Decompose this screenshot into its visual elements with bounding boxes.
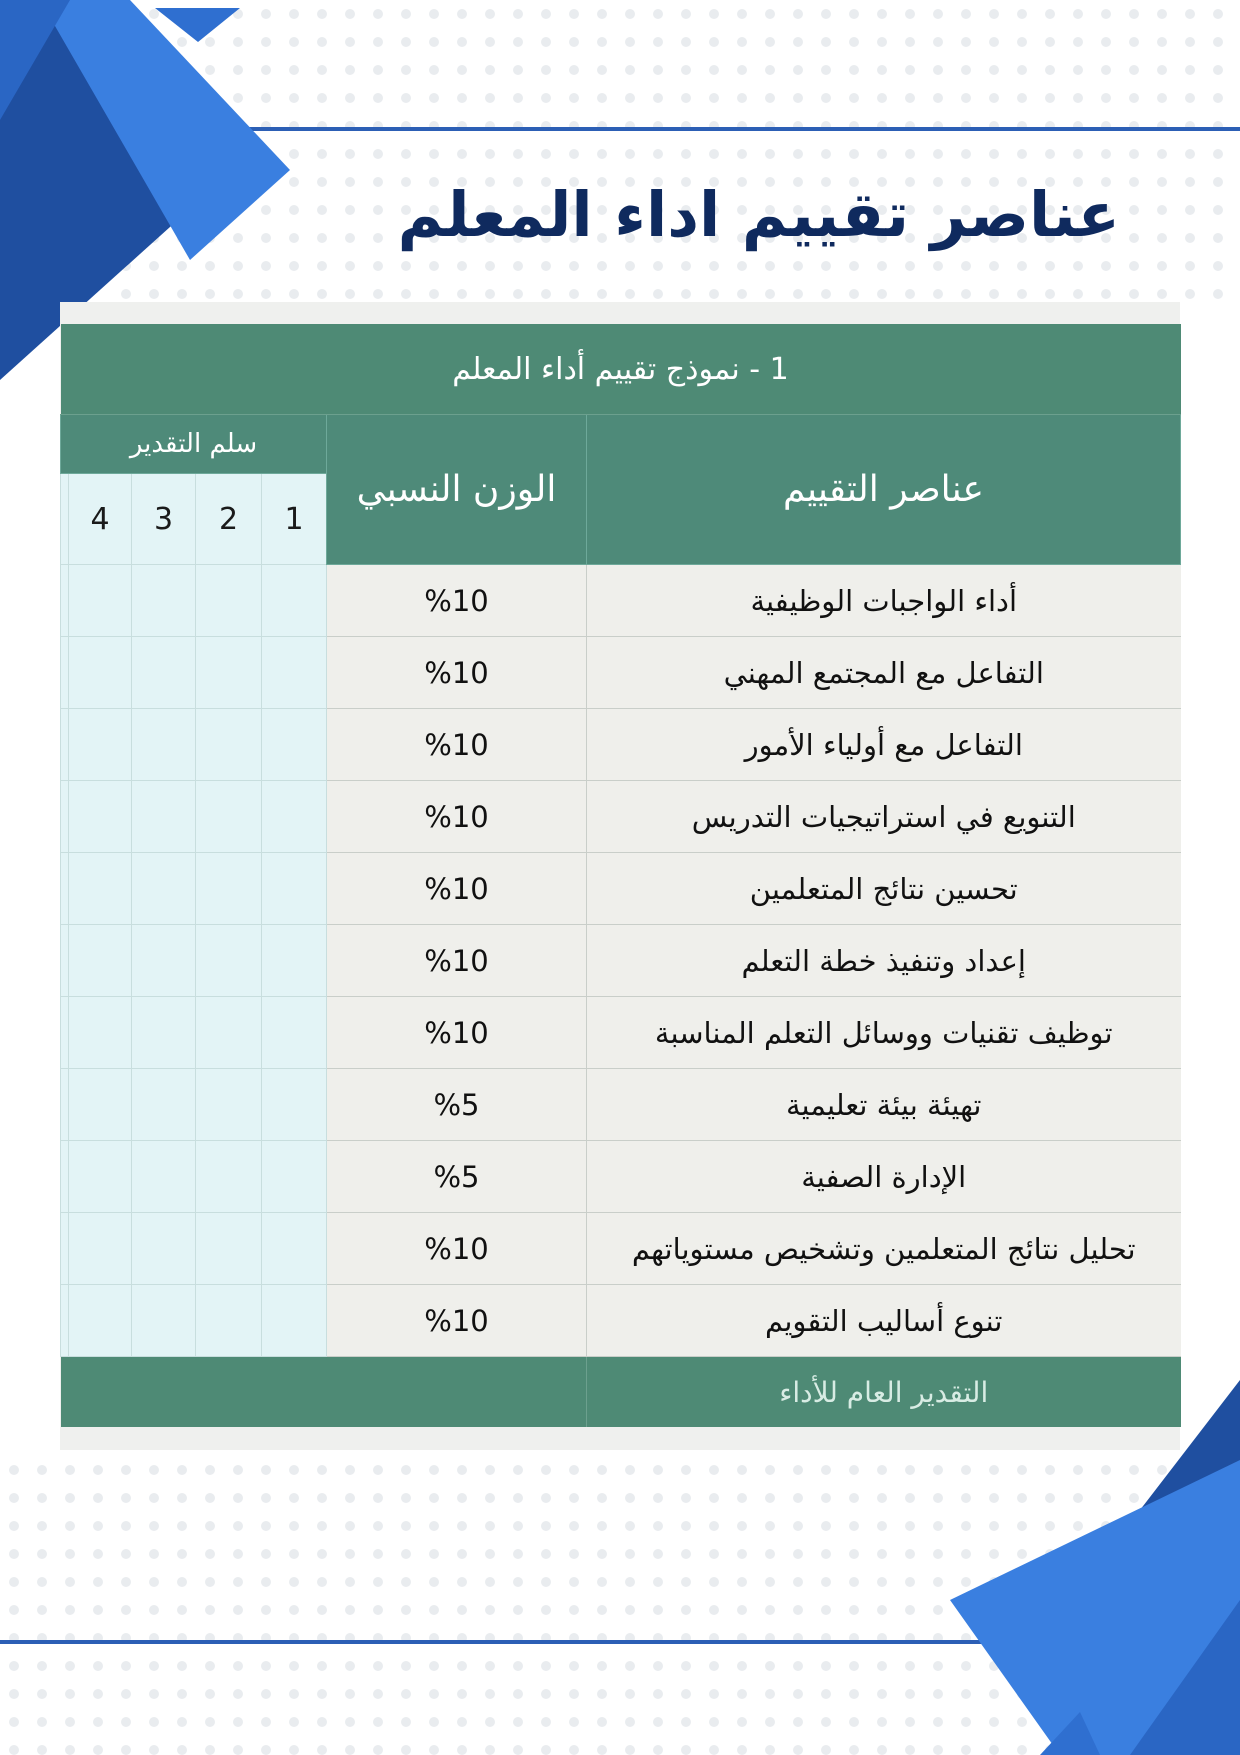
scale-cell-2[interactable] [196,1285,262,1357]
element-cell: الإدارة الصفية [587,1141,1181,1213]
scale-cell-3[interactable] [132,781,196,853]
scale-cell-1[interactable] [262,637,327,709]
scale-cell-2[interactable] [196,637,262,709]
header-weight: الوزن النسبي [327,415,587,565]
footer-label: التقدير العام للأداء [587,1357,1181,1428]
scale-cell-4[interactable] [69,781,132,853]
element-cell: إعداد وتنفيذ خطة التعلم [587,925,1181,997]
scale-edge-cell [61,474,69,565]
table-banner: 1 - نموذج تقييم أداء المعلم [61,324,1181,415]
table-row [61,709,1181,781]
scale-cell-3[interactable] [132,853,196,925]
table-row [61,997,1181,1069]
scale-cell-4[interactable] [69,853,132,925]
scale-cell-2[interactable] [196,781,262,853]
footer-blank-cell [61,1357,587,1428]
scale-cell-2[interactable] [196,997,262,1069]
scale-edge-cell[interactable] [61,781,69,853]
weight-cell: %5 [327,1141,587,1213]
scale-cell-1[interactable] [262,997,327,1069]
element-cell: التنويع في استراتيجيات التدريس [587,781,1181,853]
element-cell: تحسين نتائج المتعلمين [587,853,1181,925]
bottom-rule-line [0,1640,1080,1644]
weight-cell: %10 [327,853,587,925]
scale-level-2: 2 [196,474,262,565]
weight-cell: %10 [327,925,587,997]
scale-edge-cell[interactable] [61,1213,69,1285]
weight-cell: %10 [327,565,587,637]
element-cell: تنوع أساليب التقويم [587,1285,1181,1357]
scale-level-3: 3 [132,474,196,565]
scale-cell-3[interactable] [132,709,196,781]
weight-cell: %10 [327,637,587,709]
element-cell: التفاعل مع المجتمع المهني [587,637,1181,709]
scale-cell-1[interactable] [262,925,327,997]
scale-cell-2[interactable] [196,1141,262,1213]
scale-cell-3[interactable] [132,925,196,997]
element-cell: أداء الواجبات الوظيفية [587,565,1181,637]
weight-cell: %10 [327,997,587,1069]
scale-edge-cell[interactable] [61,1141,69,1213]
scale-cell-4[interactable] [69,925,132,997]
scale-cell-4[interactable] [69,637,132,709]
element-cell: التفاعل مع أولياء الأمور [587,709,1181,781]
scale-cell-3[interactable] [132,1213,196,1285]
scale-cell-3[interactable] [132,1069,196,1141]
scale-cell-1[interactable] [262,709,327,781]
scale-cell-4[interactable] [69,1285,132,1357]
header-elements: عناصر التقييم [587,415,1181,565]
scale-cell-1[interactable] [262,1069,327,1141]
scale-cell-3[interactable] [132,997,196,1069]
weight-cell: %5 [327,1069,587,1141]
table-row [61,637,1181,709]
scale-cell-4[interactable] [69,1141,132,1213]
table-row [61,565,1181,637]
scale-cell-4[interactable] [69,1213,132,1285]
scale-cell-1[interactable] [262,565,327,637]
table-row [61,1213,1181,1285]
scale-edge-cell[interactable] [61,709,69,781]
table-row [61,853,1181,925]
scale-level-4: 4 [69,474,132,565]
scale-cell-3[interactable] [132,565,196,637]
weight-cell: %10 [327,1285,587,1357]
scale-cell-4[interactable] [69,1069,132,1141]
scale-edge-cell[interactable] [61,637,69,709]
weight-cell: %10 [327,781,587,853]
scale-cell-4[interactable] [69,997,132,1069]
table-row [61,1285,1181,1357]
scale-edge-cell[interactable] [61,565,69,637]
weight-cell: %10 [327,1213,587,1285]
scale-cell-1[interactable] [262,1141,327,1213]
scale-level-1: 1 [262,474,327,565]
scale-cell-2[interactable] [196,853,262,925]
header-scale: سلم التقدير [61,415,327,474]
scale-cell-1[interactable] [262,781,327,853]
top-rule-line [160,127,1240,131]
table-row [61,1141,1181,1213]
table-row [61,925,1181,997]
page-title: عناصر تقييم اداء المعلم [397,178,1120,251]
scale-cell-2[interactable] [196,709,262,781]
scale-cell-4[interactable] [69,565,132,637]
scale-edge-cell[interactable] [61,925,69,997]
scale-cell-2[interactable] [196,1069,262,1141]
evaluation-table-panel [60,302,1180,1450]
scale-cell-3[interactable] [132,637,196,709]
element-cell: تهيئة بيئة تعليمية [587,1069,1181,1141]
scale-cell-4[interactable] [69,709,132,781]
scale-cell-3[interactable] [132,1285,196,1357]
scale-cell-2[interactable] [196,1213,262,1285]
scale-edge-cell[interactable] [61,1285,69,1357]
evaluation-table [60,324,1181,1427]
element-cell: توظيف تقنيات ووسائل التعلم المناسبة [587,997,1181,1069]
scale-cell-1[interactable] [262,853,327,925]
element-cell: تحليل نتائج المتعلمين وتشخيص مستوياتهم [587,1213,1181,1285]
scale-cell-2[interactable] [196,925,262,997]
scale-cell-3[interactable] [132,1141,196,1213]
table-row [61,781,1181,853]
scale-edge-cell[interactable] [61,853,69,925]
scale-cell-1[interactable] [262,1213,327,1285]
scale-edge-cell[interactable] [61,1069,69,1141]
table-row [61,1069,1181,1141]
weight-cell: %10 [327,709,587,781]
scale-cell-1[interactable] [262,1285,327,1357]
scale-cell-2[interactable] [196,565,262,637]
scale-edge-cell[interactable] [61,997,69,1069]
